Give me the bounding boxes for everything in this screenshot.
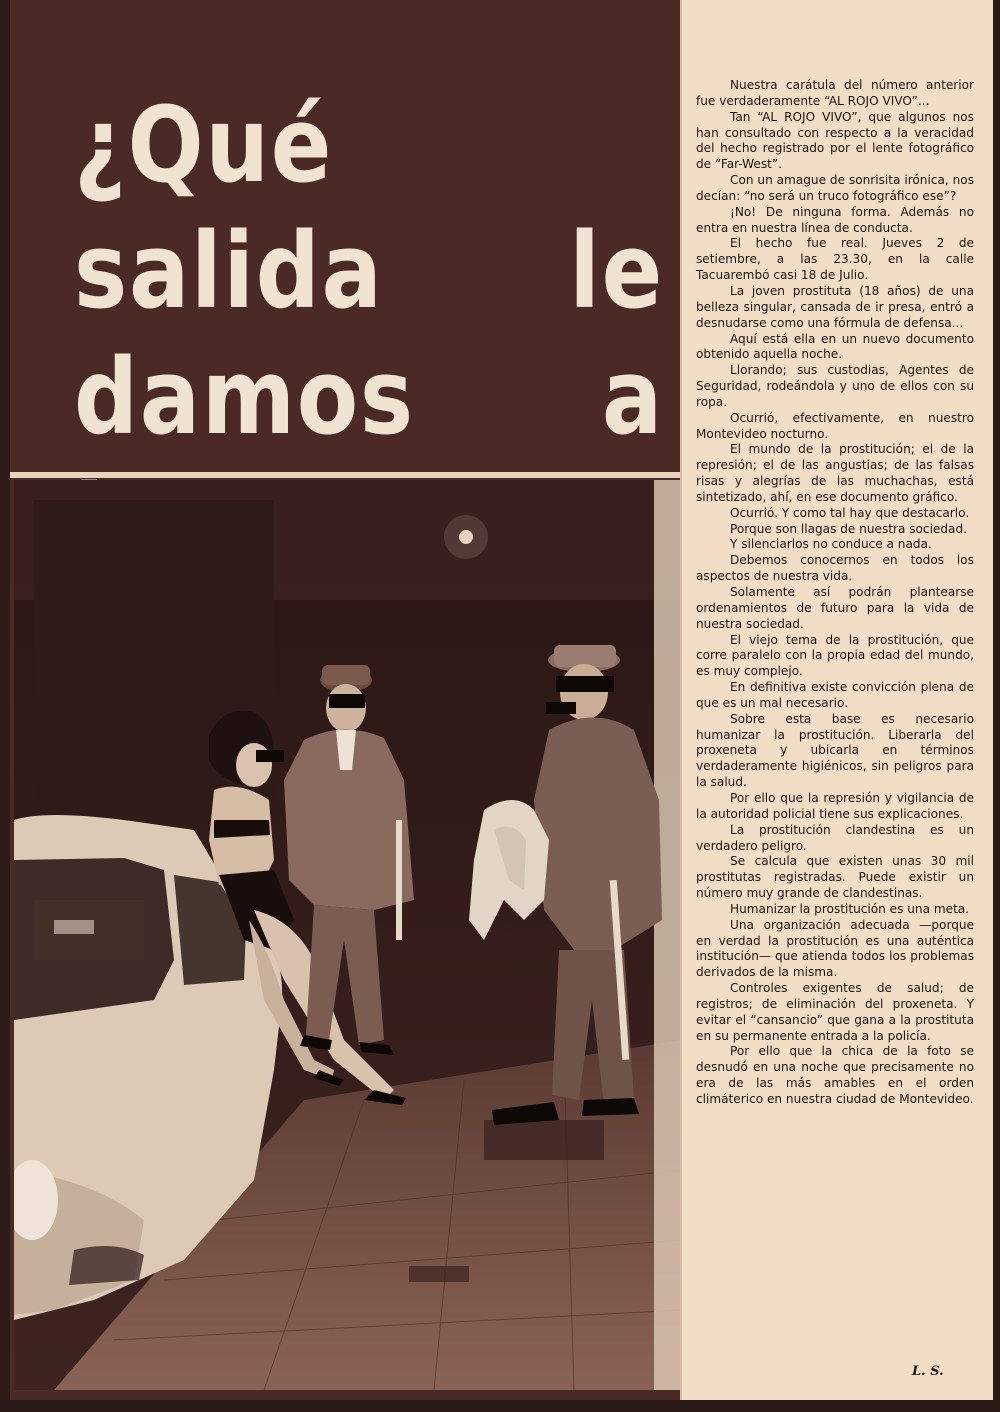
paragraph: El mundo de la prostitución; el de la represión; el de las angustias; de las falsas risas y alegrías de las muchachas, está sintetizado, ahí, en ese documento gráfico.: [696, 442, 974, 504]
paragraph: Y silenciarlos no conduce a nada.: [730, 537, 932, 552]
page-edge-bottom: [0, 1400, 1000, 1412]
paragraph: En definitiva existe convicción plena de que es un mal necesario.: [696, 680, 974, 710]
paragraph: Sobre esta base es necesario humanizar la prostitución. Liberarla del proxeneta y ubicarla en términos verdaderamente higiénicos, sin peligros para la salud.: [696, 711, 974, 790]
paragraph: La prostitución clandestina es un verdadero peligro.: [696, 822, 974, 853]
paragraph: El viejo tema de la prostitución, que corre paralelo con la propia edad del mundo, es muy complejo.: [696, 632, 974, 679]
paragraph: Humanizar la prostitución es una meta.: [730, 901, 970, 916]
paragraph: Se calcula que existen unas 30 mil prostitutas registradas. Puede existir un número muy grande de clandestinas.: [696, 854, 974, 901]
paragraph: Llorando; sus custodias, Agentes de Seguridad, rodeándola y uno de ellos con su ropa.: [696, 363, 974, 409]
paragraph: Por ello que la chica de la foto se desnudó en una noche que precisamente no era de las más amables en el orden climáterico en nuestra ciudad de Montevideo.: [696, 1044, 974, 1106]
paragraph: Con un amague de sonrisita irónica, nos decían: “no será un truco fotográfico ese”?: [696, 173, 974, 203]
paragraph: Debemos conocernos en todos los aspectos de nuestra vida.: [696, 553, 974, 584]
article-body: [696, 78, 974, 1108]
paragraph: Controles exigentes de salud; de registros; de eliminación del proxeneta. Y evitar el “cansancio” que gana a la prostituta en su permanente entrada a la policía.: [696, 981, 974, 1043]
paragraph: Por ello que la represión y vigilancia de la autoridad policial tiene sus explicaciones.: [696, 790, 974, 821]
paragraph: La joven prostituta (18 años) de una belleza singular, cansada de ir presa, entró a desnudarse como una fórmula de defensa...: [696, 283, 974, 330]
paragraph: Solamente así podrán plantearse ordenamientos de futuro para la vida de nuestra sociedad.: [696, 585, 974, 631]
paragraph: ¡No! De ninguna forma. Además no entra en nuestra línea de conducta.: [696, 204, 974, 235]
paragraph: Una organización adecuada —porque en verdad la prostitución es una auténtica institución— que atienda todos los problemas derivados de la misma.: [696, 917, 974, 980]
paragraph: Ocurrió, efectivamente, en nuestro Montevideo nocturno.: [696, 410, 974, 441]
paragraph: Nuestra carátula del número anterior fue verdaderamente “AL ROJO VIVO”...: [696, 78, 974, 108]
headline: ¿Qué salida le damos a: [74, 84, 664, 458]
paragraph: Ocurrió. Y como tal hay que destacarlo.: [730, 505, 970, 520]
paragraph: Aquí está ella en un nuevo documento obtenido aquella noche.: [696, 331, 974, 362]
author-signature: L. S.: [912, 1364, 944, 1379]
headline-divider: [10, 472, 682, 478]
street-photo: [14, 480, 682, 1390]
paragraph: Porque son llagas de nuestra sociedad.: [730, 521, 967, 536]
paragraph: El hecho fue real. Jueves 2 de setiembre, a las 23.30, en la calle Tacuarembó casi 18 de Julio.: [696, 236, 974, 283]
paragraph: Tan “AL ROJO VIVO”, que algunos nos han consultado con respecto a la veracidad del hecho registrado por el lente fotográfico de “Far-West”.: [696, 109, 974, 172]
page-edge: [993, 0, 1000, 1412]
